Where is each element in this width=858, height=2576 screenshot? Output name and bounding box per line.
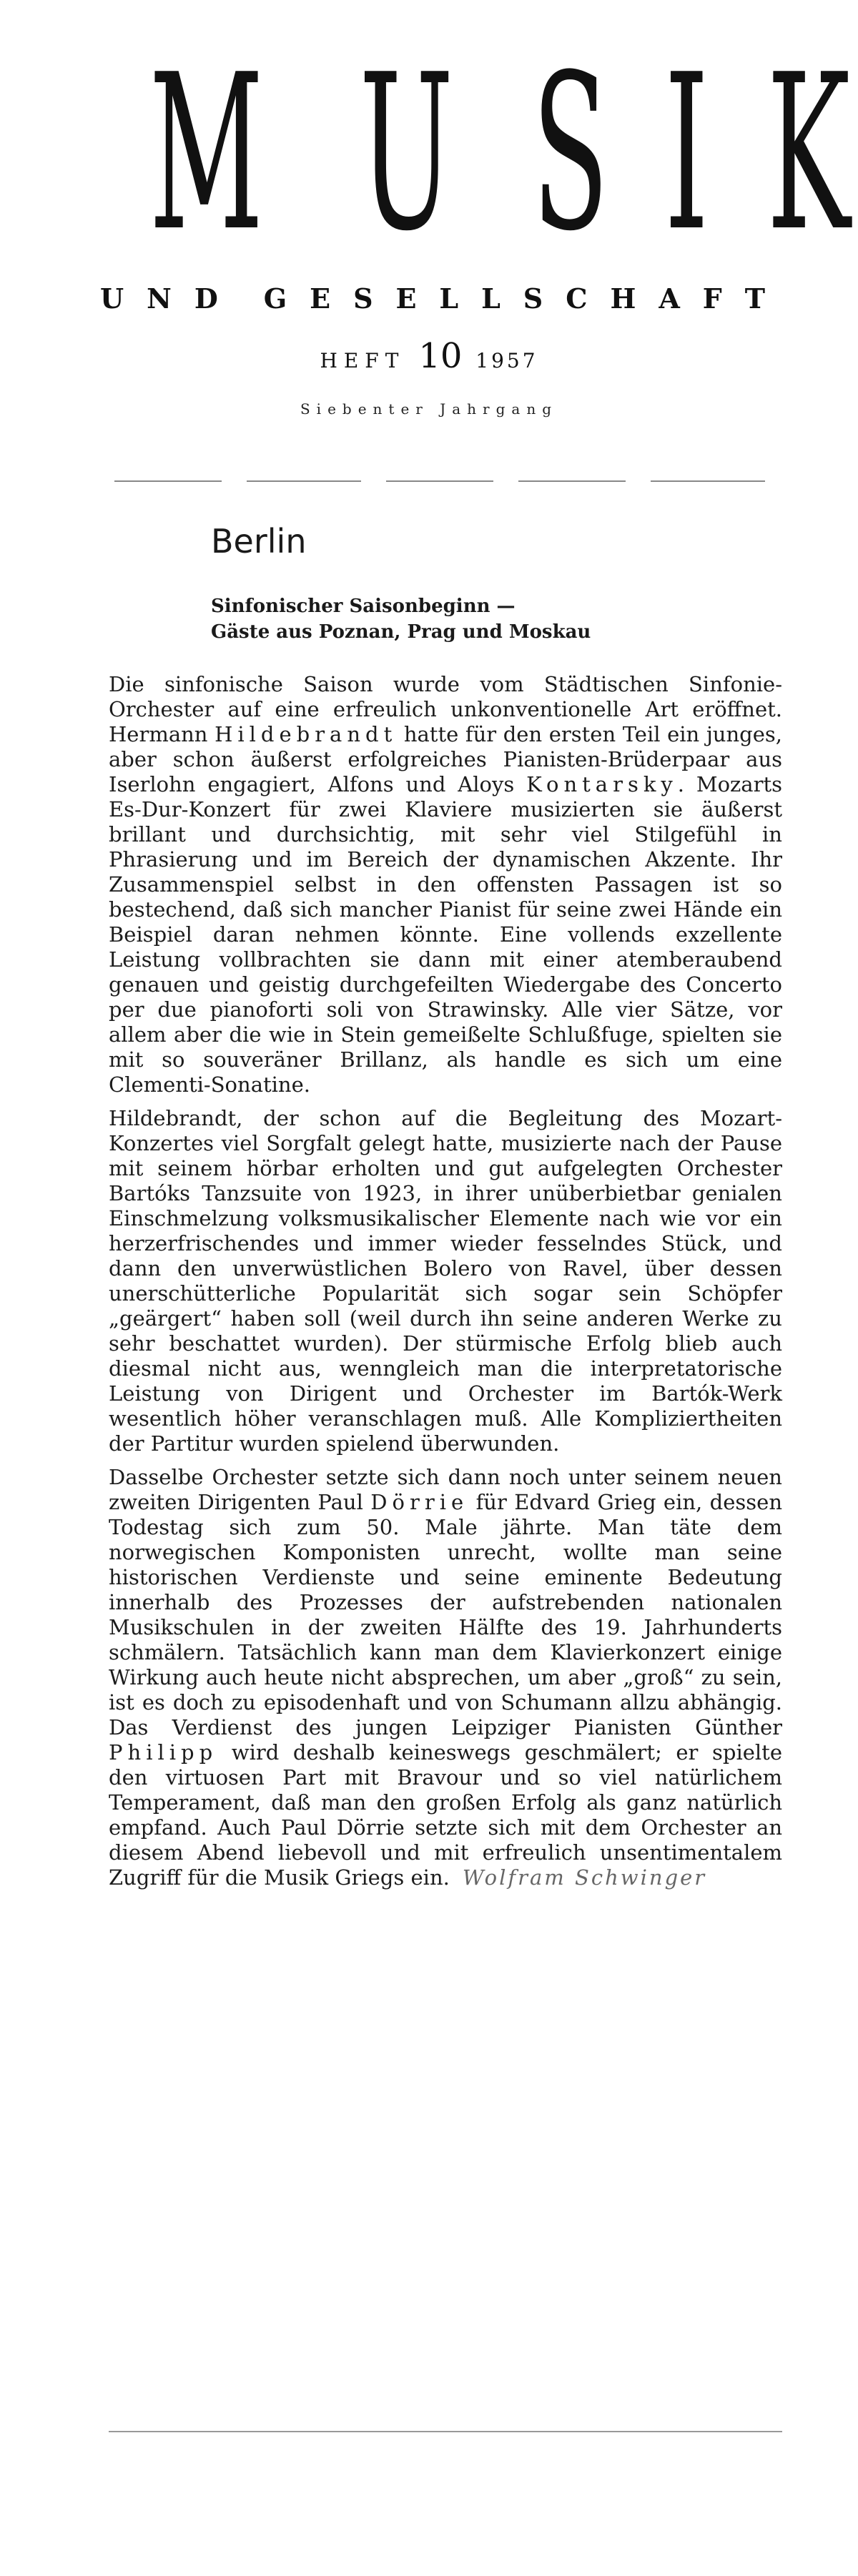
text-run: für Edvard Grieg ein, dessen Todestag sich zum 50. Male jährte. Man täte dem norwegischen Komponisten unrecht, wollte man seine historischen Verdienste und seine eminente Bedeutung innerhalb des Prozesses der aufstrebenden nationalen Musikschulen in der zweiten Hälfte des 19. Jahrhunderts schmälern. Tatsächlich kann man dem Klavierkonzert einige Wirkung auch heute nicht absprechen, um aber „groß“ zu sein, ist es doch zu episodenhaft und von Schumann allzu abhängig. Das Verdienst des jungen Leipziger Pianisten Günther — [109, 1490, 783, 1739]
subtitle-letter: E — [395, 282, 417, 315]
article-headline — [211, 593, 783, 645]
masthead-letter: U — [359, 29, 454, 278]
subtitle-letter: D — [194, 282, 218, 315]
paragraph — [109, 672, 782, 1097]
article-body — [109, 672, 782, 1899]
subtitle-letter: S — [353, 282, 373, 315]
subtitle-letter: L — [439, 282, 459, 315]
divider-rule — [518, 480, 626, 482]
section-title: Berlin — [211, 522, 307, 561]
divider-rule — [651, 480, 765, 482]
subtitle-letter: N — [147, 282, 172, 315]
subtitle-letter: L — [481, 282, 500, 315]
subtitle-letter: G — [263, 282, 287, 315]
subtitle-letter: T — [744, 282, 765, 315]
person-name: Hildebrandt — [214, 722, 398, 746]
person-name: Philipp — [109, 1740, 218, 1765]
paragraph: Hildebrandt, der schon auf die Begleitung des Mozart-Konzertes viel Sorgfalt gelegt hatte, musizierte nach der Pause mit seinem hörbar erholten und gut aufgelegten Orchester Bartóks Tanzsuite von 1923, in ihrer unüberbietbar genialen Einschmelzung volksmusikalischer Elemente nach wie vor ein herzerfrischendes und immer wieder fesselndes Stück, und dann den unverwüstlichen Bolero von Ravel, über dessen unerschütterliche Popularität sich sogar sein Schöpfer „geärgert“ haben soll (weil durch ihn seine anderen Werke zu sehr beschattet wurden). Der stürmische Erfolg blieb auch diesmal nicht aus, wenngleich man die interpretatorische Leistung von Dirigent und Orchester im Bartók-Werk wesentlich höher veranschlagen muß. Alle Kompliziertheiten der Partitur wurden spielend überwunden. — [109, 1106, 782, 1456]
masthead-letter: I — [664, 29, 709, 278]
text-run: wird deshalb keineswegs geschmälert; er spielte den virtuosen Part mit Bravour und so viel natürlichem Temperament, daß man den großen Erfolg als ganz natürlich empfand. Auch Paul Dörrie setzte sich mit dem Orchester an diesem Abend liebevoll und mit erfreulich unsentimentalem Zugriff für die Musik Griegs ein. — [109, 1740, 782, 1890]
bottom-rule — [109, 2431, 782, 2432]
person-name: Kontarsky — [526, 772, 678, 796]
text-run: Die sinfonische Saison wurde vom Städtischen Sinfonie-Orchester auf eine erfreulich unkonventionelle Art eröffnet. Hermann — [109, 672, 782, 746]
person-name: Dörrie — [370, 1490, 469, 1514]
headline-line: Sinfonischer Saisonbeginn — — [211, 596, 516, 617]
subtitle-letter: C — [566, 282, 588, 315]
subtitle-letter: S — [523, 282, 543, 315]
masthead-subtitle — [100, 282, 765, 315]
heft-label: HEFT — [320, 349, 405, 372]
paragraph — [109, 1465, 782, 1890]
headline-line: Gäste aus Poznan, Prag und Moskau — [211, 621, 591, 643]
author-signature: Wolfram Schwinger — [462, 1865, 707, 1890]
issue-number: 10 — [418, 336, 463, 376]
divider-rule — [114, 480, 222, 482]
masthead-letter: M — [149, 29, 264, 278]
subtitle-letter: A — [659, 282, 680, 315]
masthead-letter: K — [766, 29, 851, 278]
volume-label: Siebenter Jahrgang — [300, 400, 558, 418]
subtitle-letter: U — [100, 282, 124, 315]
subtitle-letter: E — [310, 282, 331, 315]
text-run: hatte für den ersten Teil ein junges, aber schon äußerst erfolgreiches Pianisten-Brüderpaar aus Iserlohn engagiert, Alfons und Aloys — [109, 722, 782, 796]
divider-rule — [386, 480, 493, 482]
issue-line — [0, 336, 858, 376]
issue-year: 1957 — [475, 349, 538, 372]
subtitle-letter: F — [702, 282, 722, 315]
masthead-title — [97, 29, 851, 278]
text-run: Dasselbe Orchester setzte sich dann noch unter seinem neuen zweiten Dirigenten Paul — [109, 1465, 782, 1514]
text-run: . Mozarts Es-Dur-Konzert für zwei Klaviere musizierten sie äußerst brillant und durchsichtig, mit sehr viel Stilgefühl in Phrasierung und im Bereich der dynamischen Akzente. Ihr Zusammenspiel selbst in den offensten Passagen ist so bestechend, daß sich mancher Pianist für seine zwei Hände ein Beispiel daran nehmen könnte. Eine vollends exzellente Leistung vollbrachten sie dann mit einer atemberaubend genauen und geistig durchgefeilten Wiedergabe des Concerto per due pianoforti soli von Strawinsky. Alle vier Sätze, vor allem aber die wie in Stein gemeißelte Schlußfuge, spielten sie mit so souveräner Brillanz, als handle es sich um eine Clementi-Sonatine. — [109, 772, 782, 1097]
subtitle-letter: H — [610, 282, 636, 315]
masthead-letter: S — [532, 29, 609, 278]
divider-rule — [247, 480, 361, 482]
